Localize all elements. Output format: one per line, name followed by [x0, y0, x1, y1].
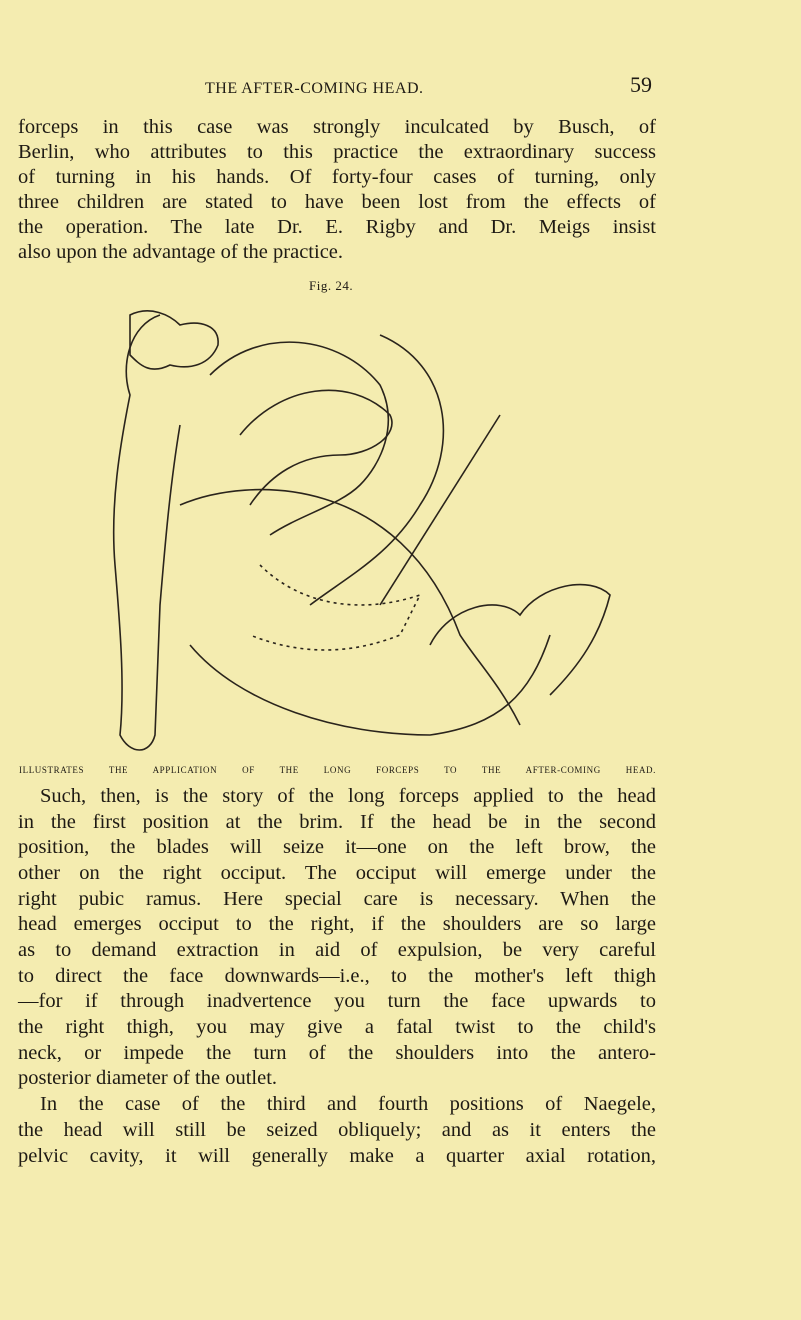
perineum-line	[380, 415, 500, 605]
child-legs	[130, 311, 218, 369]
text-line: posterior diameter of the outlet.	[18, 1067, 278, 1089]
uterus-line	[310, 335, 443, 605]
text-line: in the first position at the brim. If the head be in the second	[18, 811, 656, 833]
text-line: right pubic ramus. Here special care is necessary. When the	[18, 888, 656, 910]
text-line: of turning in his hands. Of forty-four cases of turning, only	[18, 166, 656, 188]
text-line: also upon the advantage of the practice.	[18, 241, 344, 263]
text-line: other on the right occiput. The occiput will emerge under the	[18, 862, 656, 884]
text-line: the head will still be seized obliquely; and as it enters the	[18, 1119, 656, 1141]
text-line: as to demand extraction in aid of expulsion, be very careful	[18, 939, 656, 961]
text-line: In the case of the third and fourth positions of Naegele,	[40, 1093, 656, 1115]
child-body-outline	[114, 315, 180, 750]
text-line: neck, or impede the turn of the shoulders into the antero-	[18, 1042, 656, 1064]
text-line: position, the blades will seize it—one on the left brow, the	[18, 836, 656, 858]
text-line: Such, then, is the story of the long forceps applied to the head	[40, 785, 656, 807]
figure-label: Fig. 24.	[309, 278, 354, 293]
text-line: forceps in this case was strongly inculcated by Busch, of	[18, 116, 656, 138]
text-line: pelvic cavity, it will generally make a quarter axial rotation,	[18, 1145, 656, 1167]
forceps-blade	[240, 390, 392, 505]
text-line: to direct the face downwards—i.e., to the mother's left thigh	[18, 965, 656, 987]
text-line: the operation. The late Dr. E. Rigby and Dr. Meigs insist	[18, 216, 656, 238]
figure-caption: ILLUSTRATES THE APPLICATION OF THE LONG FORCEPS TO THE AFTER-COMING HEAD.	[19, 765, 656, 775]
text-line: the right thigh, you may give a fatal twist to the child's	[18, 1016, 656, 1038]
text-line: Berlin, who attributes to this practice the extraordinary success	[18, 141, 656, 163]
running-title: THE AFTER-COMING HEAD.	[205, 80, 424, 97]
hand-outline	[430, 585, 610, 695]
page-number: 59	[630, 72, 652, 97]
text-line: —for if through inadvertence you turn the face upwards to	[18, 990, 656, 1012]
text-line: head emerges occiput to the right, if the shoulders are so large	[18, 913, 656, 935]
text-line: three children are stated to have been lost from the effects of	[18, 191, 656, 213]
forceps-illustration	[100, 305, 620, 760]
pelvis-outline	[210, 342, 388, 535]
forceps-handle	[180, 490, 520, 725]
dotted-outline	[250, 565, 420, 650]
